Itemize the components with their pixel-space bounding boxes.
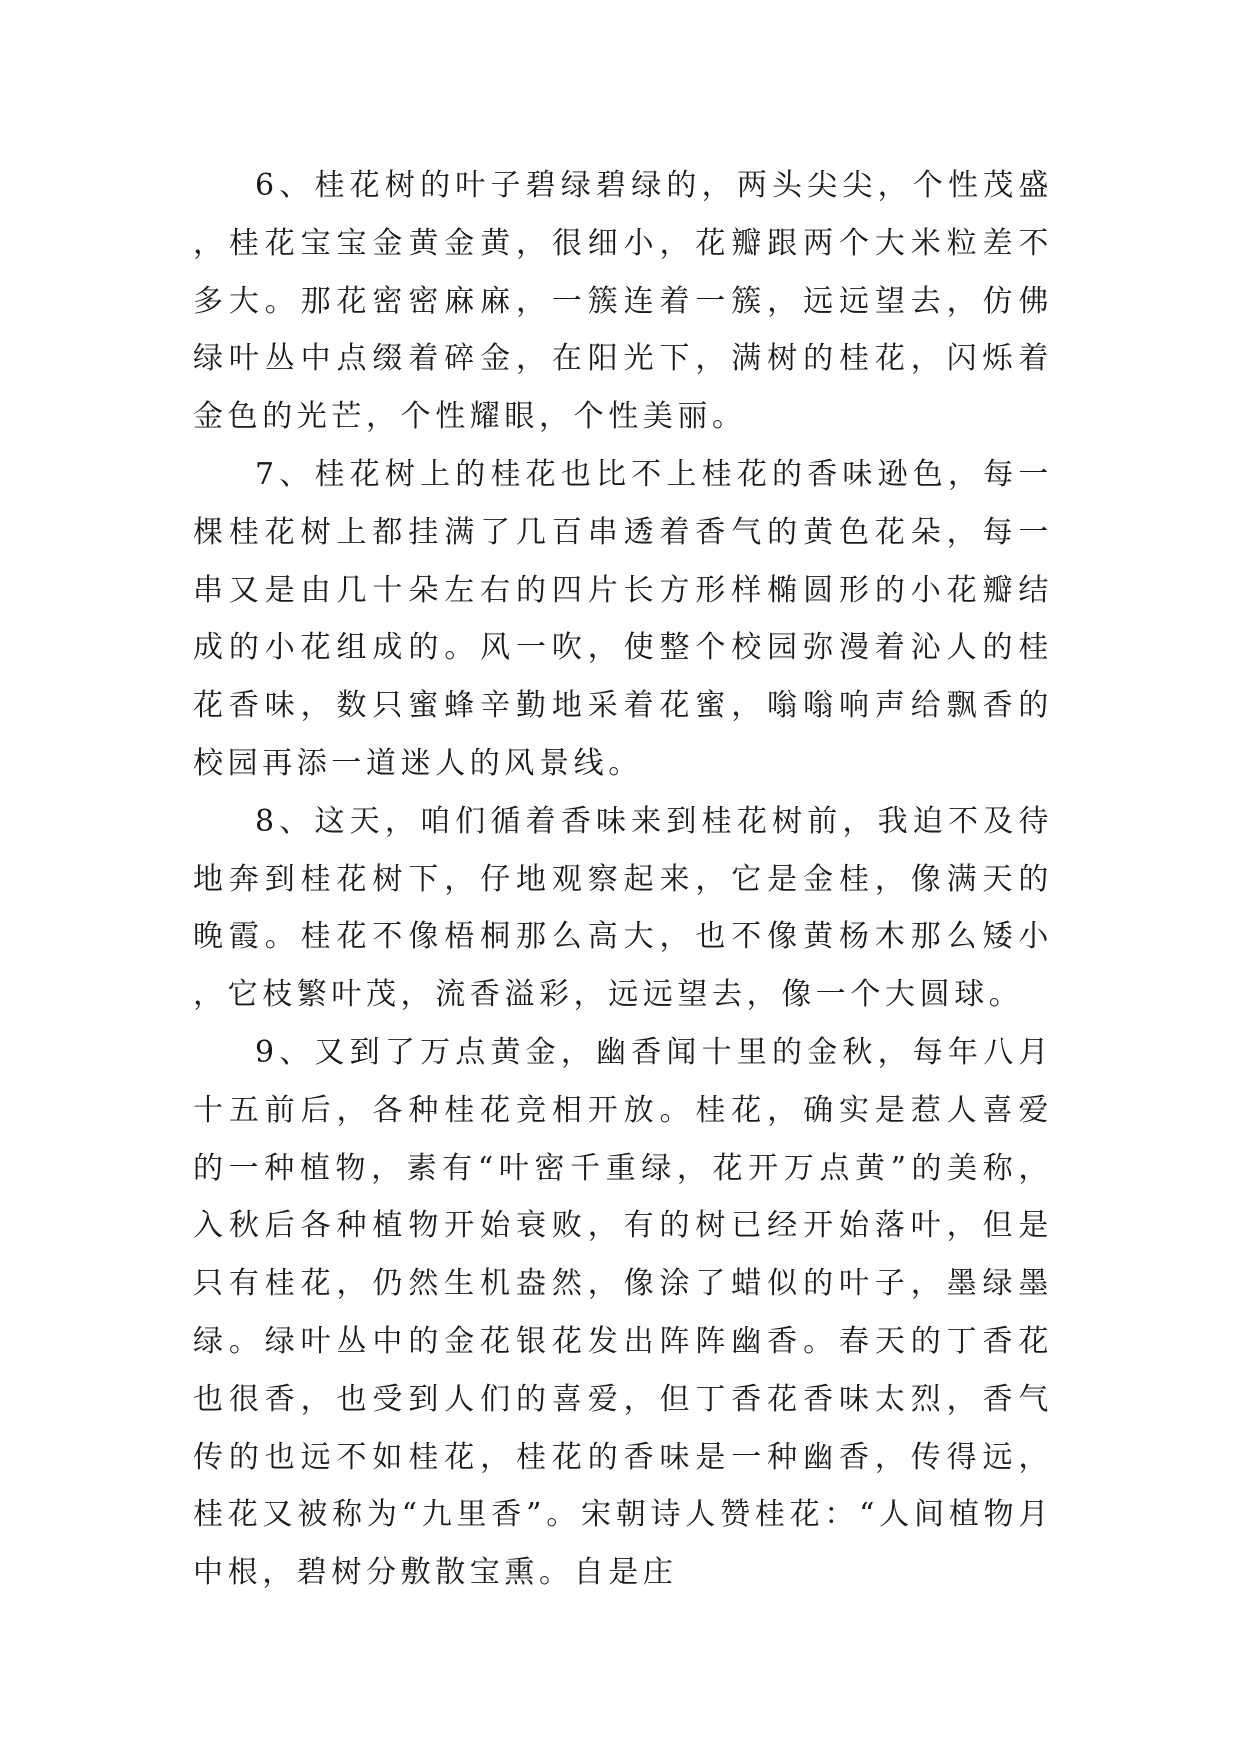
paragraph-9: 9、又到了万点黄金，幽香闻十里的金秋，每年八月十五前后，各种桂花竞相开放。桂花，确实是惹人喜爱的一种植物，素有“叶密千重绿，花开万点黄”的美称，入秋后各种植物开始衰败，有的树已经开始落叶，但是只有桂花，仍然生机盎然，像涂了蜡似的叶子，墨绿墨绿。绿叶丛中的金花银花发出阵阵幽香。春天的丁香花也很香，也受到人们的喜爱，但丁香花香味太烈，香气传的也远不如桂花，桂花的香味是一种幽香，传得远，桂花又被称为“九里香”。宋朝诗人赞桂花：“人间植物月中根，碧树分敷散宝熏。自是庄 [193, 1034, 1053, 1591]
paragraph-6: 6、桂花树的叶子碧绿碧绿的，两头尖尖，个性茂盛，桂花宝宝金黄金黄，很细小，花瓣跟两个大米粒差不多大。那花密密麻麻，一簇连着一簇，远远望去，仿佛绿叶丛中点缀着碎金，在阳光下，满树的桂花，闪烁着金色的光芒，个性耀眼，个性美丽。 [193, 168, 1053, 435]
document-body [193, 157, 1053, 1602]
paragraph-7: 7、桂花树上的桂花也比不上桂花的香味逊色，每一棵桂花树上都挂满了几百串透着香气的黄色花朵，每一串又是由几十朵左右的四片长方形样椭圆形的小花瓣结成的小花组成的。风一吹，使整个校园弥漫着沁人的桂花香味，数只蜜蜂辛勤地采着花蜜，嗡嗡响声给飘香的校园再添一道迷人的风景线。 [193, 456, 1053, 781]
paragraph-8: 8、这天，咱们循着香味来到桂花树前，我迫不及待地奔到桂花树下，仔地观察起来，它是金桂，像满天的晚霞。桂花不像梧桐那么高大，也不像黄杨木那么矮小，它枝繁叶茂，流香溢彩，远远望去，像一个大圆球。 [193, 803, 1053, 1013]
